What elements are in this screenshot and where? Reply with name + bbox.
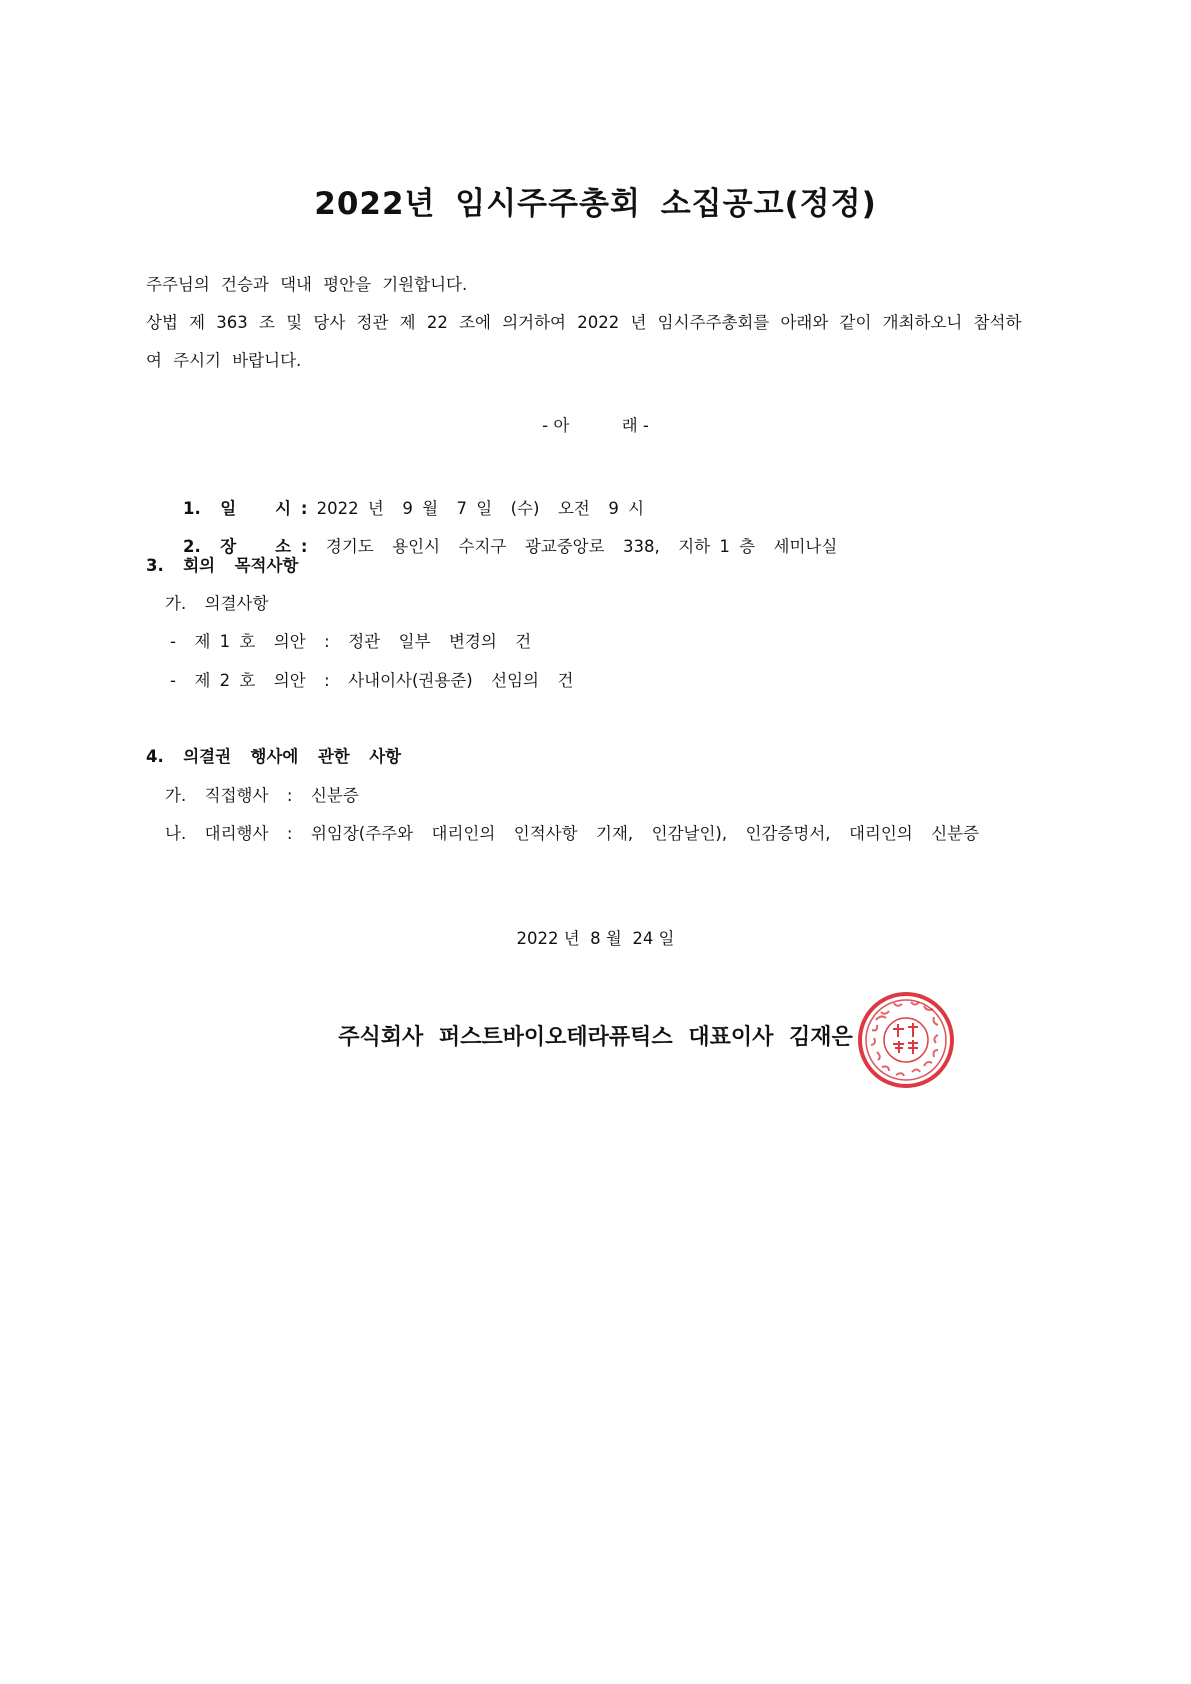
are-heading: - 아 래 - — [542, 416, 649, 435]
agenda-item-1: - 제 1 호 의안 : 정관 일부 변경의 건 — [170, 632, 532, 651]
signature-line: 주식회사 퍼스트바이오테라퓨틱스 대표이사 김재은 — [338, 1025, 853, 1050]
item-agenda-sub: 가. 의결사항 — [165, 594, 269, 613]
item-voting-heading: 4. 의결권 행사에 관한 사항 — [146, 747, 402, 766]
voting-proxy: 나. 대리행사 : 위임장(주주와 대리인의 인적사항 기재, 인감날인), 인감증명서, 대리인의 신분증 — [165, 824, 980, 843]
company-seal-icon — [856, 990, 956, 1090]
voting-direct: 가. 직접행사 : 신분증 — [165, 786, 359, 805]
item-agenda-heading: 3. 회의 목적사항 — [146, 556, 299, 575]
item-location-label: 2. 장 소 : — [182, 537, 308, 556]
item-datetime-label: 1. 일 시 : — [182, 499, 308, 518]
item-location-value: 경기도 용인시 수지구 광교중앙로 338, 지하 1 층 세미나실 — [307, 537, 838, 556]
item-datetime-value: 2022 년 9 월 7 일 (수) 오전 9 시 — [307, 499, 645, 518]
agenda-item-2: - 제 2 호 의안 : 사내이사(권용준) 선임의 건 — [170, 671, 574, 690]
intro-text-line-1: 상법 제 363 조 및 당사 정관 제 22 조에 의거하여 2022 년 임시주주총회를 아래와 같이 개최하오니 참석하 — [146, 313, 1022, 332]
greeting-text: 주주님의 건승과 댁내 평안을 기원합니다. — [146, 275, 468, 294]
intro-text-line-2: 여 주시기 바랍니다. — [146, 351, 302, 370]
notice-date: 2022 년 8 월 24 일 — [516, 929, 675, 948]
page-title: 2022년 임시주주총회 소집공고(정정) — [314, 186, 877, 222]
